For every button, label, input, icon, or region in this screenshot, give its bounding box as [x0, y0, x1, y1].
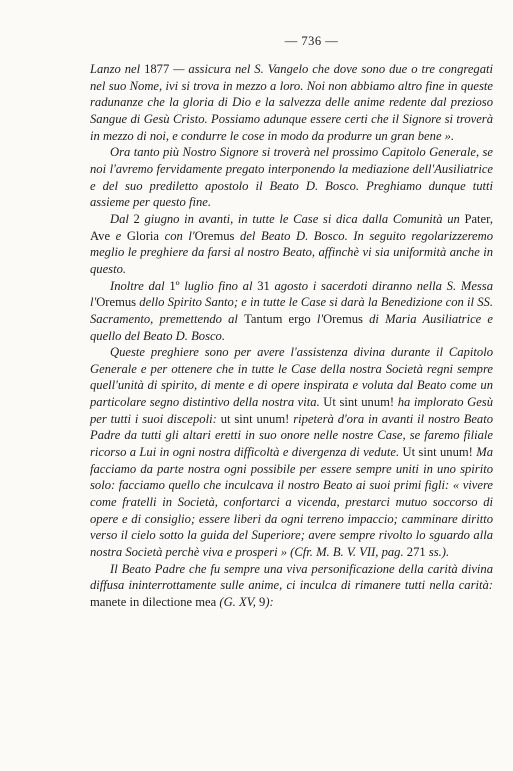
text-run: dello Spirito Santo; e in tutte le Case si darà la Benedizione con il SS. Sacramento, premettendo al [90, 295, 493, 326]
text-run: Oremus [194, 228, 235, 243]
text-run: giugno in avanti, in tutte le Case si dica dalla Comunità un [139, 211, 465, 226]
text-run: Pater, Ave [90, 211, 493, 243]
body-text [90, 61, 493, 611]
page-number: — 736 — [284, 34, 339, 48]
text-run: — assicura nel S. Vangelo che dove sono due o tre congregati nel suo Nome, ivi si trova in mezzo a loro. Noi non abbiamo altro fine in queste radunanze che la gloria di Dio e la salvezza delle anime redente dal prezioso Sangue di Gesù Cristo. Possiamo adunque essere certi che il Signore si troverà in mezzo di noi, e condurre le cose in modo da produrre un gran bene ». [90, 62, 494, 143]
text-run: 271 [406, 545, 426, 560]
text-run: Inoltre dal [110, 278, 170, 293]
text-run: Ut sint unum! [402, 445, 473, 460]
text-run: ut sint unum! [220, 411, 290, 426]
text-run: Ora tanto più Nostro Signore si troverà nel prossimo Capitolo Generale, se noi l'avremo fervidamente pregato interponendo la mediazione dell'Ausiliatrice e del suo prediletto apostolo il Beato D. Bosco. Preghiamo dunque tutti assieme per questo fine. [90, 145, 493, 210]
text-run: 2 [133, 211, 140, 226]
text-run: e [110, 228, 127, 243]
text-run: ss.). [425, 545, 450, 560]
text-run: Gloria [126, 228, 160, 243]
text-run: Ma facciamo da parte nostra ogni possibile per essere sempre uniti in uno spirito solo: facciamo quello che inculcava il nostro Beato ai suoi primi figli: « vivere come fratelli in Società, confortarci a vicenda, prestarci mutuo soccorso di opere e di consiglio; essere liberi da ogni terreno impaccio; camminare diritto verso il cielo sotto la guida del Superiore; avere sempre rivolto lo sguardo alla nostra Società perchè viva e prosperi » (Cfr. M. B. V. VII, pag. [90, 445, 494, 560]
paragraph [90, 61, 493, 144]
text-run: 1º [169, 278, 180, 293]
text-run: Oremus [96, 295, 137, 310]
text-run: Dal [110, 211, 134, 226]
text-run: manete in dilectione mea [90, 595, 217, 609]
text-run: ha implorato Gesù per tutti i suoi discepoli: [90, 395, 493, 426]
text-run: l' [310, 311, 324, 326]
text-run: 31 [257, 278, 270, 293]
text-run: ): [265, 595, 274, 609]
paragraph [90, 278, 493, 345]
text-run: del Beato D. Bosco. In seguito regolarizzeremo meglio le preghiere da farsi al nostro Beato, affinchè vi sia uniformità anche in questo. [90, 228, 493, 276]
text-run: 1877 [144, 62, 170, 76]
text-run: di Maria Ausiliatrice e quello del Beato D. Bosco. [90, 311, 494, 343]
paragraph [90, 561, 493, 611]
text-run: Il Beato Padre che fu sempre una viva personificazione della carità divina diffusa ininterrottamente sulle anime, ci inculca di rimanere tutti nella carità: [90, 561, 493, 593]
text-run: ripeterà d'ora in avanti il nostro Beato Padre da tutti gli altari eretti in suo onore nelle nostre Case, se faremo filiale ricorso a Lui in ogni nostra difficoltà e divergenza di vedute. [90, 411, 493, 460]
text-run: Tantum ergo [244, 311, 311, 326]
paragraph [90, 344, 493, 561]
text-run: Ut sint unum! [323, 395, 395, 410]
text-run: (G. XV, [216, 595, 260, 609]
paragraph [90, 144, 493, 211]
text-run: agosto i sacerdoti diranno nella S. Messa l' [90, 278, 494, 310]
text-run: con l' [159, 228, 195, 243]
paragraph [90, 211, 493, 278]
text-run: Queste preghiere sono per avere l'assistenza divina durante il Capitolo Generale e per ottenere che in tutte le Case della nostra Società regni sempre quell'unità di spirito, di mente e di opere inspirata e voluta dal Beato come un particolare segno distintivo della nostra vita. [90, 345, 493, 410]
text-run: 9 [259, 595, 266, 609]
text-run: Lanzo nel [90, 62, 145, 76]
text-run: luglio fino al [179, 278, 258, 293]
text-run: Oremus [323, 311, 363, 326]
